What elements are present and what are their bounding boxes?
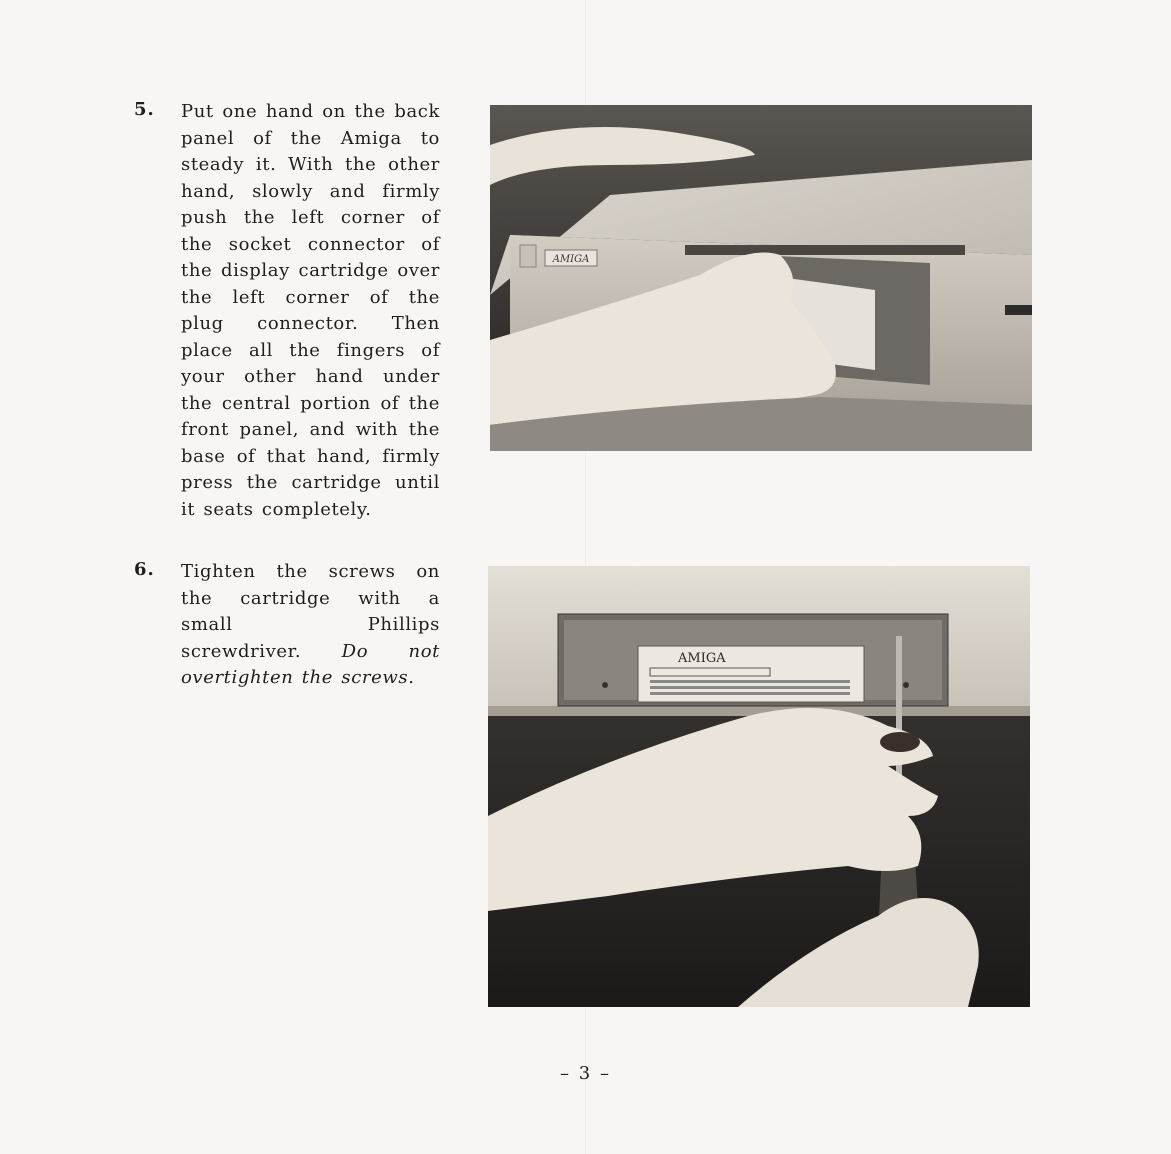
step-warning: Do not overtighten the screws. — [181, 640, 440, 688]
step-text-main: Tighten the screws on the cartridge with a small Phillips screwdriver. — [181, 561, 440, 662]
step-text — [181, 559, 440, 692]
step-text: Put one hand on the back panel of the Amiga to steady it. With the other hand, slowly and firmly push the left corner of the socket connector of the display cartridge over the left corner of the plug connector. Then place all the fingers of your other hand under the central portion of the front panel, and with the base of that hand, firmly press the cartridge until it seats completely. — [181, 101, 440, 520]
amiga-badge-text: AMIGA — [552, 254, 590, 265]
step-6 — [134, 559, 440, 692]
page-number: – 3 – — [560, 1063, 611, 1084]
step-5 — [134, 99, 440, 523]
step-number: 6. — [134, 559, 155, 580]
photo-insert-cartridge — [490, 105, 1032, 451]
amiga-label-text: AMIGA — [678, 651, 726, 666]
photo-tighten-screws — [488, 566, 1030, 1007]
step-number: 5. — [134, 99, 155, 120]
